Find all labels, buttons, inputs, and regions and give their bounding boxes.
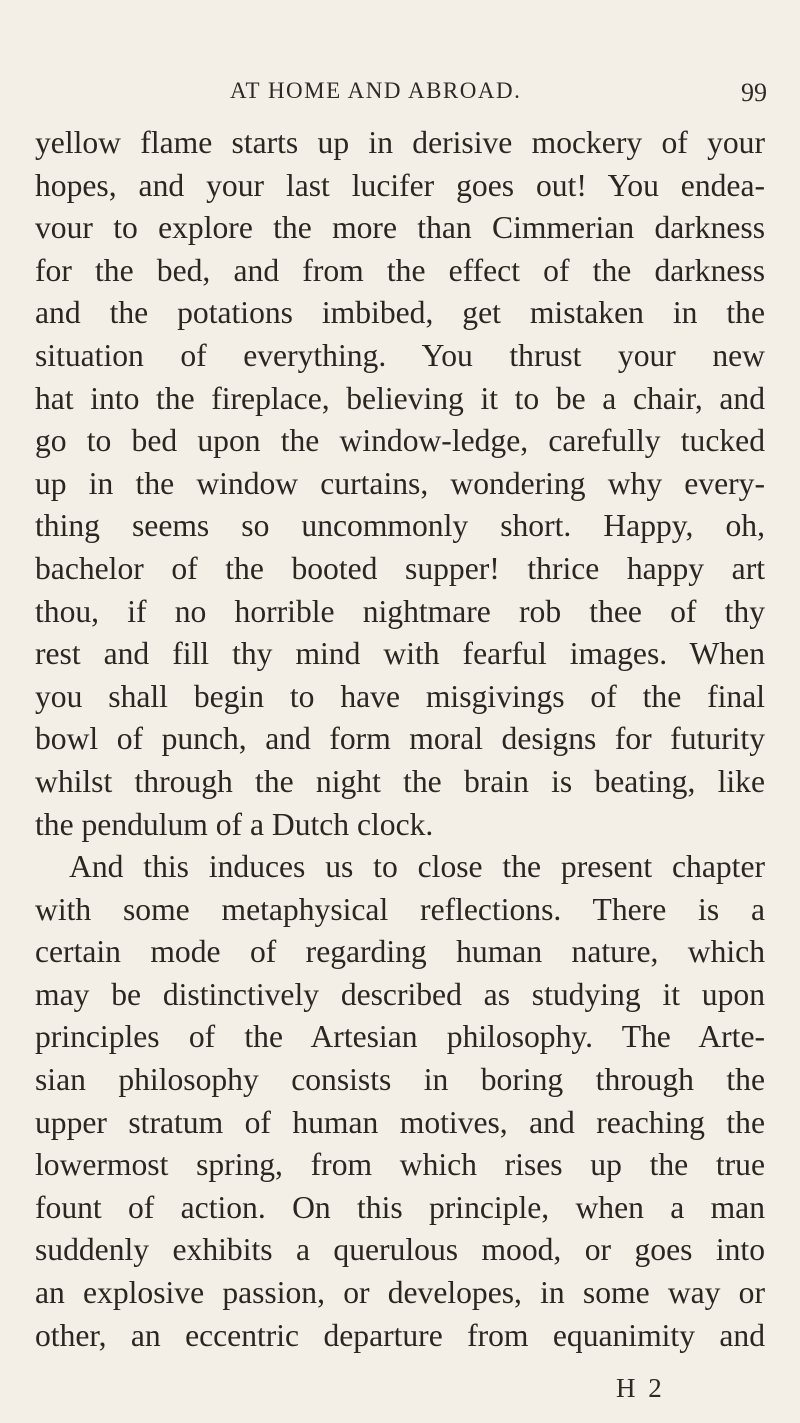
text-line: bowl of punch, and form moral designs for futurity	[35, 721, 765, 757]
text-line: an explosive passion, or developes, in some way or	[35, 1275, 765, 1311]
text-line: vour to explore the more than Cimmerian darkness	[35, 210, 765, 246]
running-title: AT HOME AND ABROAD.	[230, 78, 522, 103]
text-line: up in the window curtains, wondering why every-	[35, 465, 765, 501]
signature-mark: H 2	[616, 1373, 665, 1403]
text-line: fount of action. On this principle, when a man	[35, 1189, 765, 1225]
text-line: principles of the Artesian philosophy. The Arte-	[35, 1019, 765, 1055]
text-line: hopes, and your last lucifer goes out! You endea-	[35, 167, 765, 203]
body-text	[35, 122, 765, 1357]
text-line: lowermost spring, from which rises up the true	[35, 1147, 765, 1183]
text-line: other, an eccentric departure from equanimity and	[35, 1317, 765, 1353]
text-line: situation of everything. You thrust your new	[35, 337, 765, 373]
text-line: and the potations imbibed, get mistaken in the	[35, 295, 765, 331]
text-line: may be distinctively described as studying it upon	[35, 976, 765, 1012]
running-head	[0, 78, 800, 108]
text-line: you shall begin to have misgivings of the final	[35, 678, 765, 714]
text-line: go to bed upon the window-ledge, carefully tucked	[35, 423, 765, 459]
text-line: certain mode of regarding human nature, which	[35, 934, 765, 970]
page-number: 99	[741, 78, 767, 107]
text-line: upper stratum of human motives, and reaching the	[35, 1104, 765, 1140]
text-line: thing seems so uncommonly short. Happy, oh,	[35, 508, 765, 544]
text-line: thou, if no horrible nightmare rob thee of thy	[35, 593, 765, 629]
text-line: whilst through the night the brain is beating, like	[35, 763, 765, 799]
text-line: sian philosophy consists in boring through the	[35, 1062, 765, 1098]
text-line: yellow flame starts up in derisive mockery of your	[35, 125, 765, 160]
paragraph-end-line: the pendulum of a Dutch clock.	[35, 806, 434, 842]
text-line: for the bed, and from the effect of the darkness	[35, 252, 765, 288]
text-line: suddenly exhibits a querulous mood, or goes into	[35, 1232, 765, 1268]
paragraph-start-line: And this induces us to close the present chapter	[69, 849, 765, 885]
text-line: hat into the fireplace, believing it to be a chair, and	[35, 380, 765, 416]
text-line: bachelor of the booted supper! thrice happy art	[35, 550, 765, 586]
text-line: rest and fill thy mind with fearful images. When	[35, 636, 765, 672]
text-line: with some metaphysical reflections. There is a	[35, 891, 765, 927]
